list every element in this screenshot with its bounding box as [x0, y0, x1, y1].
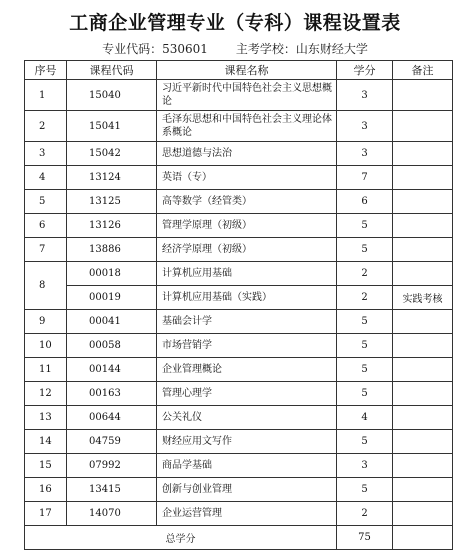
cell-no: 2: [25, 111, 67, 142]
cell-code: 00041: [67, 310, 157, 334]
cell-note: [393, 310, 453, 334]
cell-code: 15042: [67, 142, 157, 166]
cell-code: 07992: [67, 454, 157, 478]
cell-note: [393, 406, 453, 430]
cell-credit: 5: [337, 334, 393, 358]
header-row: [25, 61, 453, 80]
table-row: [25, 502, 453, 526]
cell-credit: 2: [337, 502, 393, 526]
subtitle: [0, 40, 470, 57]
cell-name: 经济学原理（初级）: [157, 238, 337, 262]
cell-name: 创新与创业管理: [157, 478, 337, 502]
cell-code: 13125: [67, 190, 157, 214]
cell-no: 5: [25, 190, 67, 214]
cell-credit: 3: [337, 111, 393, 142]
cell-credit: 3: [337, 454, 393, 478]
cell-note: [393, 430, 453, 454]
header-name: 课程名称: [157, 61, 337, 80]
cell-credit: 3: [337, 80, 393, 111]
cell-credit: 6: [337, 190, 393, 214]
major-code: 专业代码：530601: [102, 42, 208, 56]
cell-name: 市场营销学: [157, 334, 337, 358]
cell-note: [393, 502, 453, 526]
cell-no: 16: [25, 478, 67, 502]
cell-code: 15040: [67, 80, 157, 111]
cell-credit: 3: [337, 142, 393, 166]
cell-note: [393, 454, 453, 478]
cell-name: 管理心理学: [157, 382, 337, 406]
cell-code: 00018: [67, 262, 157, 286]
cell-credit: 5: [337, 214, 393, 238]
cell-code: 13886: [67, 238, 157, 262]
cell-credit: 5: [337, 478, 393, 502]
total-row: [25, 526, 453, 550]
cell-name: 企业管理概论: [157, 358, 337, 382]
cell-no: 7: [25, 238, 67, 262]
cell-no: 17: [25, 502, 67, 526]
cell-name: 公关礼仪: [157, 406, 337, 430]
school-name: 主考学校：山东财经大学: [235, 42, 368, 56]
cell-credit: 2: [337, 262, 393, 286]
cell-name: 毛泽东思想和中国特色社会主义理论体系概论: [157, 111, 337, 142]
cell-credit: 5: [337, 238, 393, 262]
cell-code: 04759: [67, 430, 157, 454]
cell-note: [393, 262, 453, 286]
cell-note: 实践考核: [393, 286, 453, 310]
cell-note: [393, 190, 453, 214]
cell-note: [393, 382, 453, 406]
total-credit: 75: [337, 526, 393, 550]
cell-note: [393, 111, 453, 142]
header-code: 课程代码: [67, 61, 157, 80]
cell-name: 英语（专）: [157, 166, 337, 190]
cell-code: 00163: [67, 382, 157, 406]
table-row: [25, 310, 453, 334]
cell-code: 13415: [67, 478, 157, 502]
cell-note: [393, 166, 453, 190]
table-row: [25, 214, 453, 238]
cell-credit: 7: [337, 166, 393, 190]
cell-note: [393, 214, 453, 238]
cell-code: 00019: [67, 286, 157, 310]
total-label: 总学分: [25, 526, 337, 550]
cell-name: 思想道德与法治: [157, 142, 337, 166]
cell-note: [393, 238, 453, 262]
cell-credit: 5: [337, 358, 393, 382]
table-row: [25, 382, 453, 406]
cell-code: 00144: [67, 358, 157, 382]
cell-name: 习近平新时代中国特色社会主义思想概论: [157, 80, 337, 111]
table-row: [25, 334, 453, 358]
cell-no: 10: [25, 334, 67, 358]
cell-code: 13126: [67, 214, 157, 238]
cell-name: 计算机应用基础: [157, 262, 337, 286]
cell-note: [393, 142, 453, 166]
cell-no: 3: [25, 142, 67, 166]
cell-credit: 5: [337, 382, 393, 406]
table-row: [25, 358, 453, 382]
cell-credit: 5: [337, 310, 393, 334]
cell-no: 6: [25, 214, 67, 238]
total-note: [393, 526, 453, 550]
cell-code: 13124: [67, 166, 157, 190]
table-row: [25, 454, 453, 478]
cell-no: 8: [25, 262, 67, 310]
header-credit: 学分: [337, 61, 393, 80]
table-row: [25, 406, 453, 430]
cell-credit: 5: [337, 430, 393, 454]
cell-code: 14070: [67, 502, 157, 526]
table-row: [25, 111, 453, 142]
page-title: 工商企业管理专业（专科）课程设置表: [69, 12, 401, 34]
table-row: [25, 80, 453, 111]
cell-note: [393, 334, 453, 358]
cell-no: 15: [25, 454, 67, 478]
table-row: [25, 166, 453, 190]
table-row: [25, 430, 453, 454]
header-no: 序号: [25, 61, 67, 80]
cell-no: 11: [25, 358, 67, 382]
cell-no: 9: [25, 310, 67, 334]
table-row: [25, 190, 453, 214]
table-row: [25, 478, 453, 502]
cell-name: 计算机应用基础（实践）: [157, 286, 337, 310]
cell-name: 企业运营管理: [157, 502, 337, 526]
cell-name: 商品学基础: [157, 454, 337, 478]
cell-note: [393, 478, 453, 502]
header-note: 备注: [393, 61, 453, 80]
cell-credit: 2: [337, 286, 393, 310]
table-row: [25, 286, 453, 310]
cell-name: 管理学原理（初级）: [157, 214, 337, 238]
cell-note: [393, 80, 453, 111]
course-table: [24, 60, 453, 550]
table-row: [25, 262, 453, 286]
cell-no: 4: [25, 166, 67, 190]
cell-note: [393, 358, 453, 382]
table-row: [25, 238, 453, 262]
cell-code: 00644: [67, 406, 157, 430]
cell-code: 00058: [67, 334, 157, 358]
cell-credit: 4: [337, 406, 393, 430]
cell-no: 12: [25, 382, 67, 406]
cell-code: 15041: [67, 111, 157, 142]
cell-no: 13: [25, 406, 67, 430]
cell-name: 财经应用文写作: [157, 430, 337, 454]
table-row: [25, 142, 453, 166]
cell-name: 基础会计学: [157, 310, 337, 334]
cell-name: 高等数学（经管类）: [157, 190, 337, 214]
cell-no: 14: [25, 430, 67, 454]
cell-no: 1: [25, 80, 67, 111]
